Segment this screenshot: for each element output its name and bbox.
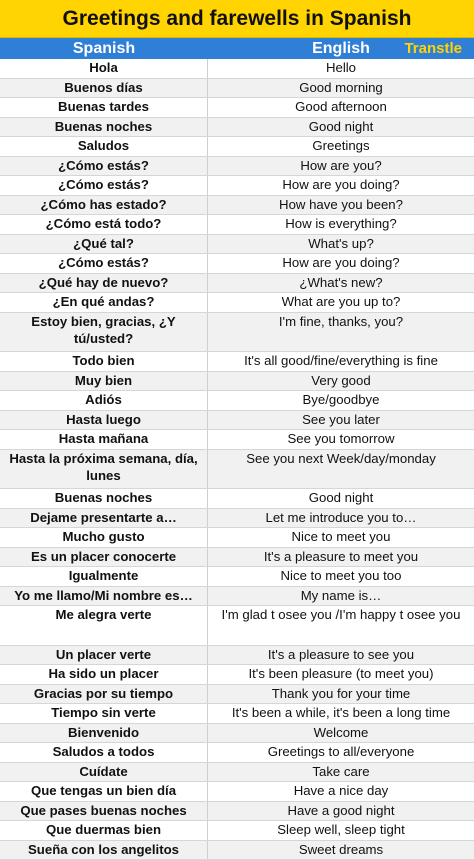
english-translation: Greetings to all/everyone xyxy=(208,743,474,762)
english-translation: See you tomorrow xyxy=(208,430,474,449)
spanish-phrase: Bienvenido xyxy=(0,724,208,743)
english-translation: Sleep well, sleep tight xyxy=(208,821,474,840)
table-row xyxy=(0,743,474,763)
spanish-phrase: Adiós xyxy=(0,391,208,410)
table-row xyxy=(0,763,474,783)
spanish-phrase: ¿Cómo has estado? xyxy=(0,196,208,215)
table-row xyxy=(0,450,474,490)
brand-logo: Transtle xyxy=(404,38,462,59)
english-translation: Good morning xyxy=(208,79,474,98)
spanish-phrase: Un placer verte xyxy=(0,646,208,665)
spanish-phrase: Estoy bien, gracias, ¿Y tú/usted? xyxy=(0,313,208,352)
spanish-phrase: ¿Qué hay de nuevo? xyxy=(0,274,208,293)
table-row xyxy=(0,430,474,450)
table-row xyxy=(0,215,474,235)
table-row xyxy=(0,606,474,646)
table-row xyxy=(0,567,474,587)
spanish-phrase: ¿Cómo estás? xyxy=(0,254,208,273)
spanish-phrase: Yo me llamo/Mi nombre es… xyxy=(0,587,208,606)
spanish-phrase: ¿Cómo está todo? xyxy=(0,215,208,234)
spanish-phrase: Es un placer conocerte xyxy=(0,548,208,567)
spanish-phrase: Sueña con los angelitos xyxy=(0,841,208,860)
spanish-phrase: Muy bien xyxy=(0,372,208,391)
table-row xyxy=(0,137,474,157)
english-translation: Hello xyxy=(208,59,474,78)
spanish-phrase: Que pases buenas noches xyxy=(0,802,208,821)
english-translation: Bye/goodbye xyxy=(208,391,474,410)
spanish-phrase: Hola xyxy=(0,59,208,78)
spanish-phrase: Tiempo sin verte xyxy=(0,704,208,723)
table-row xyxy=(0,293,474,313)
spanish-phrase: Buenas noches xyxy=(0,489,208,508)
english-translation: Good afternoon xyxy=(208,98,474,117)
table-row xyxy=(0,646,474,666)
table-row xyxy=(0,685,474,705)
spanish-phrase: Todo bien xyxy=(0,352,208,371)
spanish-phrase: ¿En qué andas? xyxy=(0,293,208,312)
spanish-phrase: Hasta luego xyxy=(0,411,208,430)
table-row xyxy=(0,352,474,372)
table-row xyxy=(0,665,474,685)
table-row xyxy=(0,821,474,841)
table-row xyxy=(0,489,474,509)
title-banner xyxy=(0,0,474,38)
english-translation: Nice to meet you too xyxy=(208,567,474,586)
spanish-phrase: Que duermas bien xyxy=(0,821,208,840)
table-row xyxy=(0,528,474,548)
spanish-phrase: Hasta mañana xyxy=(0,430,208,449)
spanish-phrase: Dejame presentarte a… xyxy=(0,509,208,528)
spanish-phrase: ¿Cómo estás? xyxy=(0,176,208,195)
english-translation: I'm glad t osee you /I'm happy t osee you xyxy=(208,606,474,645)
spanish-phrase: Buenas tardes xyxy=(0,98,208,117)
table-row xyxy=(0,157,474,177)
table-row xyxy=(0,548,474,568)
table-row xyxy=(0,587,474,607)
english-translation: Nice to meet you xyxy=(208,528,474,547)
english-translation: Welcome xyxy=(208,724,474,743)
table-row xyxy=(0,724,474,744)
spanish-phrase: ¿Cómo estás? xyxy=(0,157,208,176)
spanish-phrase: Igualmente xyxy=(0,567,208,586)
table-row xyxy=(0,841,474,860)
english-translation: How have you been? xyxy=(208,196,474,215)
spanish-phrase: Hasta la próxima semana, día, lunes xyxy=(0,450,208,489)
spanish-phrase: Saludos xyxy=(0,137,208,156)
english-translation: How are you doing? xyxy=(208,254,474,273)
table-row xyxy=(0,254,474,274)
table-row xyxy=(0,704,474,724)
column-header-spanish: Spanish xyxy=(0,38,208,59)
spanish-phrase: Saludos a todos xyxy=(0,743,208,762)
spanish-phrase: Me alegra verte xyxy=(0,606,208,645)
table-row xyxy=(0,79,474,99)
table-row xyxy=(0,274,474,294)
table-row xyxy=(0,313,474,353)
spanish-phrase: Mucho gusto xyxy=(0,528,208,547)
english-translation: It's a pleasure to see you xyxy=(208,646,474,665)
spanish-phrase: Cuídate xyxy=(0,763,208,782)
english-translation: It's been pleasure (to meet you) xyxy=(208,665,474,684)
phrase-table xyxy=(0,59,474,860)
english-translation: See you later xyxy=(208,411,474,430)
english-translation: How are you? xyxy=(208,157,474,176)
table-row xyxy=(0,196,474,216)
english-translation: ¿What's new? xyxy=(208,274,474,293)
english-translation: Let me introduce you to… xyxy=(208,509,474,528)
table-row xyxy=(0,176,474,196)
english-translation: My name is… xyxy=(208,587,474,606)
spanish-phrase: Que tengas un bien día xyxy=(0,782,208,801)
table-row xyxy=(0,235,474,255)
spanish-phrase: Gracias por su tiempo xyxy=(0,685,208,704)
english-translation: Thank you for your time xyxy=(208,685,474,704)
english-translation: How is everything? xyxy=(208,215,474,234)
table-row xyxy=(0,98,474,118)
table-row xyxy=(0,59,474,79)
table-header xyxy=(0,38,474,59)
table-row xyxy=(0,509,474,529)
english-translation: What are you up to? xyxy=(208,293,474,312)
english-translation: It's all good/fine/everything is fine xyxy=(208,352,474,371)
english-translation: Sweet dreams xyxy=(208,841,474,860)
spanish-phrase: ¿Qué tal? xyxy=(0,235,208,254)
english-translation: How are you doing? xyxy=(208,176,474,195)
table-row xyxy=(0,372,474,392)
english-translation: Have a good night xyxy=(208,802,474,821)
page-title: Greetings and farewells in Spanish xyxy=(63,7,412,31)
column-header-english: English xyxy=(208,38,474,59)
table-row xyxy=(0,118,474,138)
spanish-phrase: Buenos días xyxy=(0,79,208,98)
english-translation: What's up? xyxy=(208,235,474,254)
english-translation: It's a pleasure to meet you xyxy=(208,548,474,567)
spanish-phrase: Ha sido un placer xyxy=(0,665,208,684)
table-row xyxy=(0,391,474,411)
english-translation: I'm fine, thanks, you? xyxy=(208,313,474,352)
english-translation: Have a nice day xyxy=(208,782,474,801)
english-translation: Very good xyxy=(208,372,474,391)
english-translation: Take care xyxy=(208,763,474,782)
english-translation: It's been a while, it's been a long time xyxy=(208,704,474,723)
english-translation: See you next Week/day/monday xyxy=(208,450,474,489)
table-row xyxy=(0,802,474,822)
english-translation: Greetings xyxy=(208,137,474,156)
english-translation: Good night xyxy=(208,489,474,508)
spanish-phrase: Buenas noches xyxy=(0,118,208,137)
table-row xyxy=(0,782,474,802)
english-translation: Good night xyxy=(208,118,474,137)
table-row xyxy=(0,411,474,431)
